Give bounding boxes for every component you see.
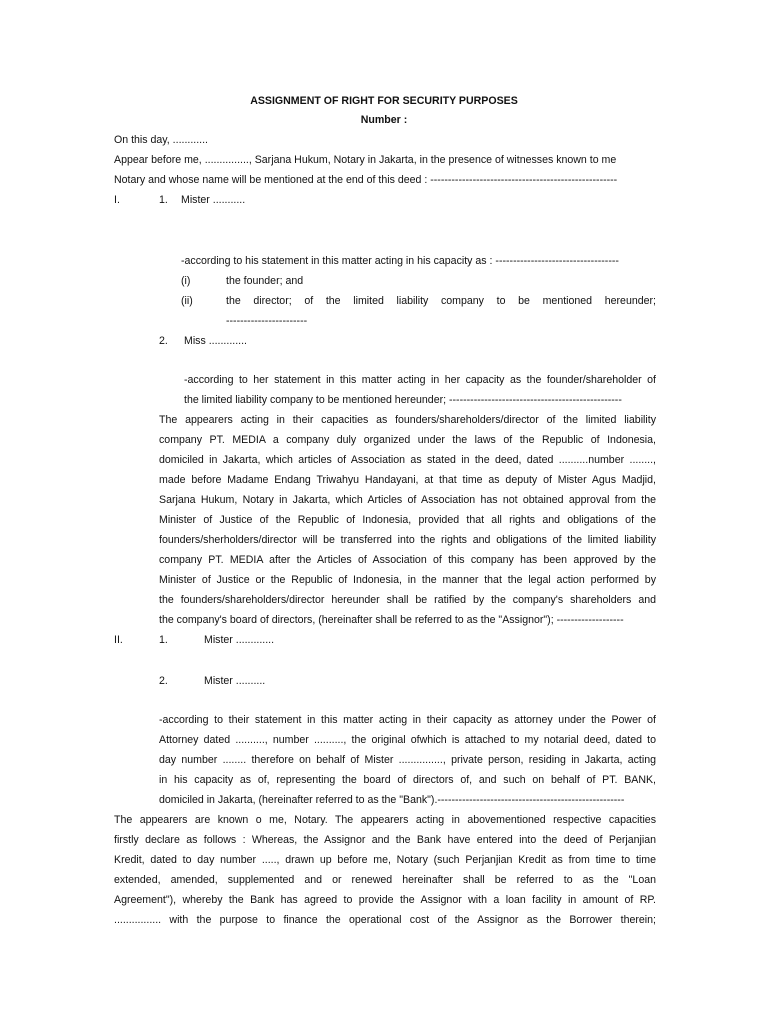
attorney-paragraph-line: Attorney dated .........., number .........., the original ofwhich is attached to my notarial deed, dated to bbox=[159, 734, 656, 746]
capacity-ii-text: the director; of the limited liability company to be mentioned hereunder; bbox=[226, 295, 656, 307]
document-title: ASSIGNMENT OF RIGHT FOR SECURITY PURPOSES bbox=[250, 95, 518, 107]
closing-paragraph-line: The appearers are known o me, Notary. The appearers acting in abovementioned respective capacities bbox=[114, 814, 656, 826]
section-2-item-1-name: Mister ............. bbox=[204, 634, 275, 646]
appearers-paragraph-line: company PT. MEDIA after the Articles of Association of this company has been approved by the bbox=[159, 554, 656, 566]
appear-line: Appear before me, ..............., Sarjana Hukum, Notary in Jakarta, in the presence of witnesses known to me bbox=[114, 154, 617, 166]
section-1-item-1-name: Mister ........... bbox=[181, 194, 246, 206]
attorney-paragraph-line: day number ........ therefore on behalf of Mister ..............., private person, residing in Jakarta, acting bbox=[159, 754, 656, 766]
notary-line: Notary and whose name will be mentioned at the end of this deed : ----------------------------------------------------- bbox=[114, 174, 618, 186]
appearers-paragraph-line: the company's board of directors, (hereinafter shall be referred to as the "Assignor"); ------------------- bbox=[159, 614, 624, 626]
section-2-numeral: II. bbox=[114, 634, 123, 646]
appearers-paragraph-line: Sarjana Hukum, Notary in Jakarta, which Articles of Association has not obtained approval from the bbox=[159, 494, 656, 506]
closing-paragraph-line: Agreement"), whereby the Bank has agreed to provide the Assignor with a loan facility in amount of RP. bbox=[114, 894, 656, 906]
appearers-paragraph-line: made before Madame Endang Triwahyu Handayani, at that time as deputy of Mister Agus Madjid, bbox=[159, 474, 656, 486]
capacity-i-text: the founder; and bbox=[226, 275, 304, 287]
appearers-paragraph-line: domiciled in Jakarta, which articles of Association as stated in the deed, dated ..........number ........, bbox=[159, 454, 656, 466]
appearers-paragraph-line: founders/sherholders/director will be transferred into the rights and obligations of the limited liability bbox=[159, 534, 656, 546]
attorney-paragraph-line: domiciled in Jakarta, (hereinafter referred to as the "Bank").----------------------------------------------------- bbox=[159, 794, 625, 806]
number-label: Number : bbox=[360, 114, 408, 126]
attorney-paragraph-line: -according to their statement in this matter acting in their capacity as attorney under the Power of bbox=[159, 714, 656, 726]
section-1-item-2-name: Miss ............. bbox=[184, 335, 247, 347]
on-this-day: On this day, ............ bbox=[114, 134, 209, 146]
capacity-i-number: (i) bbox=[181, 275, 191, 287]
section-1-numeral: I. bbox=[114, 194, 120, 206]
section-2-item-2-name: Mister .......... bbox=[204, 675, 266, 687]
according-his-capacity: -according to his statement in this matter acting in his capacity as : ----------------------------------- bbox=[181, 255, 619, 267]
according-her-line-2: the limited liability company to be mentioned hereunder; ------------------------------------------------- bbox=[184, 394, 622, 406]
appearers-paragraph-line: The appearers acting in their capacities as founders/shareholders/director of the limited liability bbox=[159, 414, 656, 426]
capacity-ii-number: (ii) bbox=[181, 295, 193, 307]
closing-paragraph-line: Kredit, dated to day number ....., drawn up before me, Notary (such Perjanjian Kredit as from time to time bbox=[114, 854, 656, 866]
section-1-item-2-number: 2. bbox=[159, 335, 168, 347]
closing-paragraph-line: firstly declare as follows : Whereas, the Assignor and the Bank have entered into the deed of Perjanjian bbox=[114, 834, 656, 846]
appearers-paragraph-line: the founders/shareholders/director hereunder shall be ratified by the company's shareholders and bbox=[159, 594, 656, 606]
section-1-item-1-number: 1. bbox=[159, 194, 168, 206]
appearers-paragraph-line: Minister of Justice of the Republic of Indonesia, provided that all rights and obligations of the bbox=[159, 514, 656, 526]
closing-paragraph-line: ................ with the purpose to finance the operational cost of the Assignor as the Borrower therein; bbox=[114, 914, 656, 926]
section-2-item-1-number: 1. bbox=[159, 634, 168, 646]
according-her-line-1: -according to her statement in this matter acting in her capacity as the founder/shareholder of bbox=[184, 374, 656, 386]
attorney-paragraph-line: in his capacity as of, representing the board of directors of, and such on behalf of PT. BANK, bbox=[159, 774, 656, 786]
section-2-item-2-number: 2. bbox=[159, 675, 168, 687]
closing-paragraph-line: extended, amended, supplemented and or renewed hereinafter shall be referred to as the "Loan bbox=[114, 874, 656, 886]
appearers-paragraph-line: company PT. MEDIA a company duly organized under the laws of the Republic of Indonesia, bbox=[159, 434, 656, 446]
appearers-paragraph-line: Minister of Justice or the Republic of Indonesia, in the manner that the legal action performed by bbox=[159, 574, 656, 586]
capacity-ii-dashes: ----------------------- bbox=[226, 315, 308, 327]
